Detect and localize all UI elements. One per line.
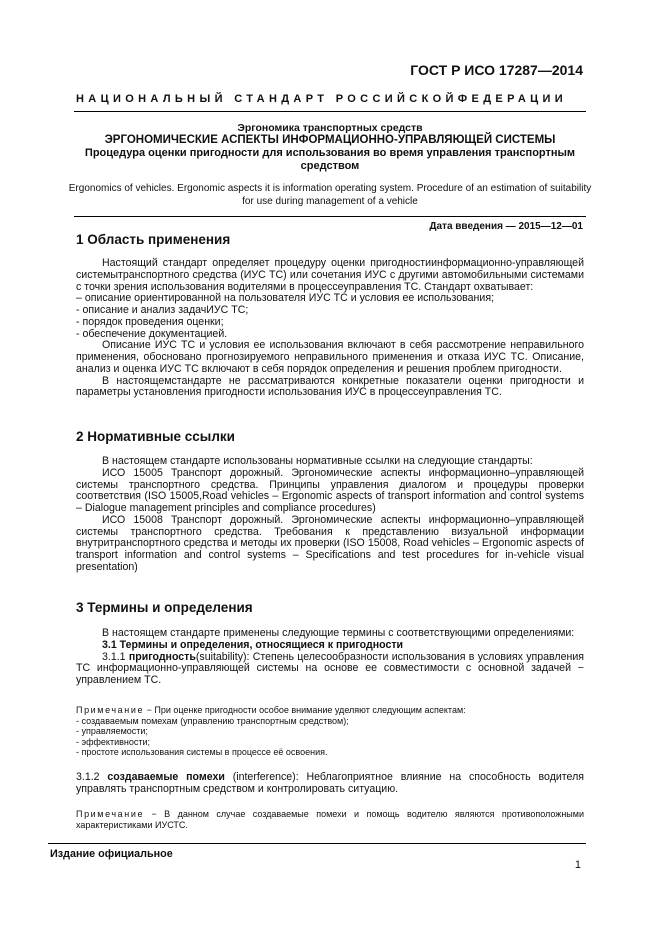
list-item: – описание ориентированной на пользователя ИУС ТС и условия ее использования; (76, 292, 495, 305)
title-subtitle: Эргономика транспортных средств (237, 122, 423, 134)
section-3-body (76, 628, 584, 687)
section-1-p3: В настоящемстандарте не рассматриваются конкретные показатели оценки пригодности и параметры установления пригодности использования ИУС в процессеуправления ТС. (76, 374, 584, 399)
introduction-date: Дата введения — 2015—12—01 (429, 221, 583, 232)
term-definition: (interference): Неблагоприятное влияние на способность водителя управлять транспортным средством и контролировать ситуацию. (76, 771, 584, 795)
section-3-p1: В настоящем стандарте применены следующие термины с соответствующими определениями: (102, 627, 575, 639)
page-number: 1 (574, 859, 581, 871)
term-3-1-2 (76, 772, 584, 796)
section-1-p1: Настоящий стандарт определяет процедуру оценки пригодностиинформационно-управляющей системытранспортного средства (ИУС ТС) или сочетания ИУС с другими автомобильными системами с точки зрения использования водителями в процессеуправления ТС. Стандарт охватывает: (76, 257, 584, 293)
section-2-heading: 2 Нормативные ссылки (76, 429, 235, 444)
note-text: − В данном случае создаваемые помехи и помощь водителю являются противоположными характеристиками ИУСТС. (76, 809, 584, 830)
section-1-body (76, 258, 584, 399)
term-definition: (suitability): Степень целесообразности использования в условиях управления ТС информационно-управляющей системы на основе ее совместимости с основной задачей − управлением ТС. (76, 650, 584, 686)
edition-label: Издание официальное (50, 848, 173, 860)
note-1 (76, 705, 584, 758)
title-procedure: Процедура оценки пригодности для использования во время управления транспортным средством (84, 147, 576, 172)
national-standard-banner: НАЦИОНАЛЬНЫЙ СТАНДАРТ РОССИЙСКОЙФЕДЕРАЦИИ (76, 93, 568, 105)
section-2-body (76, 456, 584, 574)
term-3-1-1 (76, 652, 584, 687)
section-3-1-heading: 3.1 Термины и определения, относящиеся к пригодности (102, 638, 404, 651)
title-rule (74, 216, 586, 217)
note-item: - управляемости; (76, 726, 148, 737)
footer-rule (48, 843, 586, 844)
term-name: пригодность (128, 650, 196, 663)
note-label: Примечание (76, 809, 145, 819)
section-2-p2: ИСО 15005 Транспорт дорожный. Эргономические аспекты информационно–управляющей системы транспортного средства. Принципы управления диалогом и процедуры проверки соответствия (ISO 15005,Road vehicles – Ergonomic aspects of transport information and control systems – Dialogue management principles and compliance procedures) (76, 466, 584, 514)
title-block (60, 122, 600, 172)
header-rule (74, 111, 586, 112)
title-main: ЭРГОНОМИЧЕСКИЕ АСПЕКТЫ ИНФОРМАЦИОННО-УПРАВЛЯЮЩЕЙ СИСТЕМЫ (104, 134, 556, 146)
section-1-heading: 1 Область применения (76, 232, 231, 247)
list-item: - обеспечение документацией. (76, 327, 228, 340)
note-text: − При оценке пригодности особое внимание уделяют следующим аспектам: (144, 705, 466, 715)
term-number: 3.1.2 (76, 771, 100, 783)
section-2-p1: В настоящем стандарте использованы нормативные ссылки на следующие стандарты: (102, 455, 533, 467)
note-item: - эффективности; (76, 736, 150, 747)
section-2-p3: ИСО 15008 Транспорт дорожный. Эргономические аспекты информационно–управляющей системы транспортного средства. Требования к представлению визуальной информации внутритранспортного средства и методы их проверки (ISO 15008, Road vehicles – Ergonomic aspects of transport information and control systems – Specifications and test procedures for in-vehicle visual presentation) (76, 513, 584, 573)
note-item: - создаваемым помехам (управлению транспортным средством); (76, 715, 349, 726)
term-name: создаваемые помехи (107, 771, 225, 783)
english-title: Ergonomics of vehicles. Ergonomic aspects it is information operating system. Procedure of an estimation of suitability for use during management of a vehicle (68, 183, 592, 207)
list-item: - порядок проведения оценки; (76, 315, 224, 328)
section-1-paragraph (76, 258, 584, 293)
term-number: 3.1.1 (102, 650, 126, 663)
section-1-p2: Описание ИУС ТС и условия ее использования включают в себя рассмотрение неправильного применения, обосновано прогнозируемого неправильного применения и отказа ИУС ТС. Описание, анализ и оценка ИУС ТС включают в себя порядок определения и решения проблем пригодности. (76, 339, 584, 375)
note-label: Примечание (76, 705, 145, 715)
list-item: - описание и анализ задачИУС ТС; (76, 304, 249, 316)
section-3-heading: 3 Термины и определения (76, 600, 253, 615)
note-2 (76, 809, 584, 830)
document-id: ГОСТ Р ИСО 17287—2014 (410, 62, 583, 78)
note-item: - простоте использования системы в процессе её освоения. (76, 747, 328, 758)
